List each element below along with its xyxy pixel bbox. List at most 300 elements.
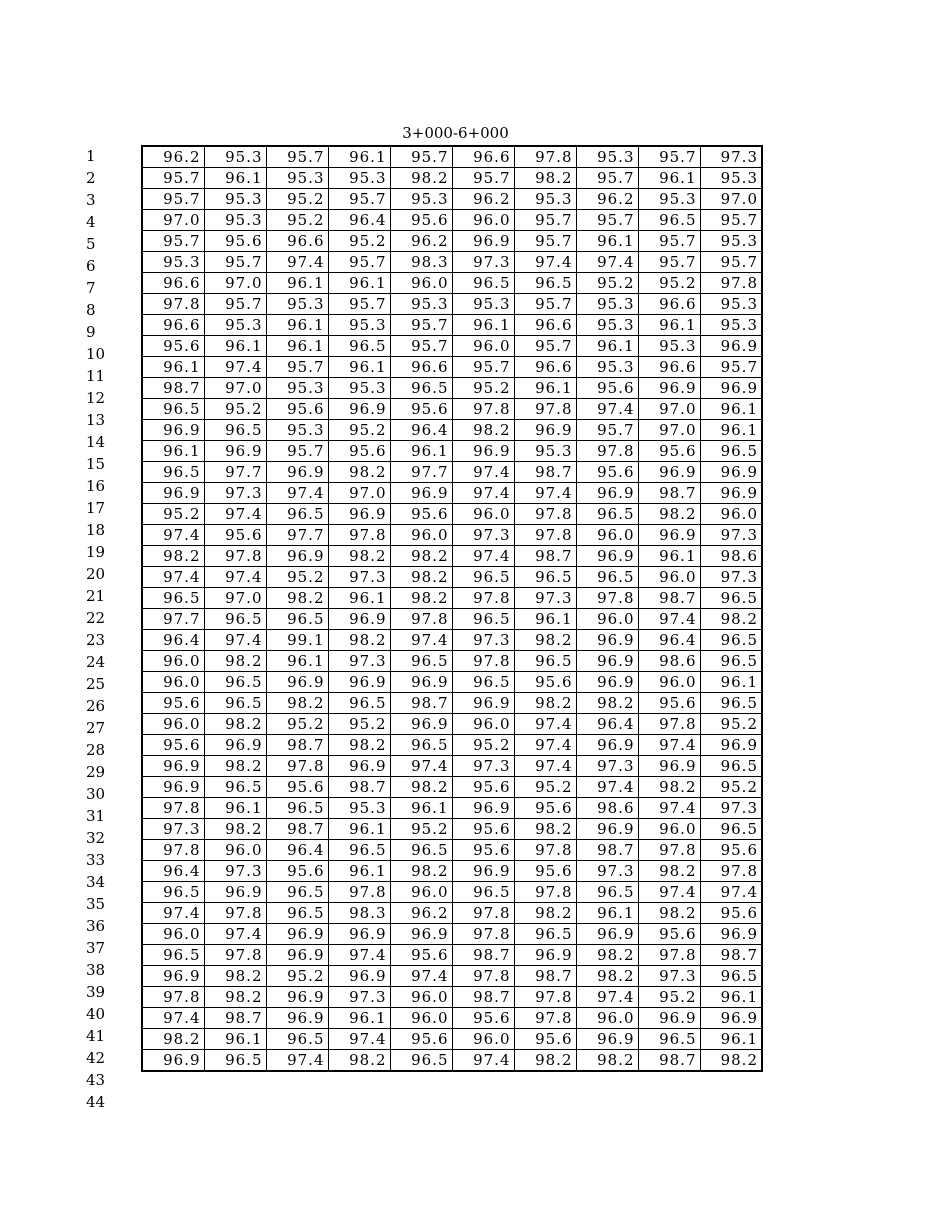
table-cell: 95.3 <box>328 168 390 189</box>
table-cell: 97.4 <box>142 525 204 546</box>
table-cell: 95.3 <box>390 189 452 210</box>
table-cell: 97.4 <box>452 546 514 567</box>
table-cell: 97.4 <box>328 945 390 966</box>
table-cell: 95.7 <box>514 210 576 231</box>
table-cell: 95.2 <box>266 567 328 588</box>
table-cell: 95.6 <box>142 336 204 357</box>
table-cell: 98.3 <box>328 903 390 924</box>
table-cell: 95.7 <box>638 146 700 168</box>
table-cell: 96.9 <box>576 630 638 651</box>
table-cell: 96.5 <box>266 903 328 924</box>
table-cell: 95.6 <box>266 861 328 882</box>
table-cell: 97.8 <box>142 294 204 315</box>
table-cell: 95.6 <box>638 693 700 714</box>
table-cell: 96.5 <box>142 945 204 966</box>
table-cell: 96.1 <box>700 420 762 441</box>
table-cell: 97.8 <box>514 987 576 1008</box>
table-cell: 97.8 <box>452 588 514 609</box>
row-number: 27 <box>86 719 106 737</box>
table-cell: 98.7 <box>266 735 328 756</box>
table-cell: 95.6 <box>576 462 638 483</box>
table-cell: 96.9 <box>576 483 638 504</box>
table-row <box>142 189 762 210</box>
table-cell: 98.2 <box>638 777 700 798</box>
table-row <box>142 756 762 777</box>
table-cell: 96.5 <box>142 882 204 903</box>
table-cell: 98.2 <box>514 168 576 189</box>
table-cell: 97.3 <box>452 630 514 651</box>
table-cell: 97.8 <box>266 756 328 777</box>
row-number: 34 <box>86 873 106 891</box>
table-cell: 96.4 <box>266 840 328 861</box>
table-cell: 96.5 <box>328 336 390 357</box>
table-cell: 96.5 <box>576 504 638 525</box>
table-row <box>142 1008 762 1029</box>
table-row <box>142 693 762 714</box>
table-cell: 96.9 <box>700 462 762 483</box>
table-cell: 95.3 <box>638 336 700 357</box>
table-cell: 98.7 <box>266 819 328 840</box>
table-cell: 96.1 <box>328 588 390 609</box>
table-cell: 98.2 <box>142 1029 204 1050</box>
table-row <box>142 252 762 273</box>
table-cell: 95.6 <box>328 441 390 462</box>
row-number: 14 <box>86 433 106 451</box>
table-cell: 97.3 <box>204 861 266 882</box>
table-cell: 97.8 <box>142 840 204 861</box>
table-cell: 96.9 <box>700 1008 762 1029</box>
table-row <box>142 966 762 987</box>
table-cell: 97.4 <box>514 735 576 756</box>
table-cell: 96.9 <box>576 546 638 567</box>
table-cell: 96.5 <box>514 273 576 294</box>
table-cell: 96.1 <box>576 336 638 357</box>
table-cell: 97.0 <box>700 189 762 210</box>
table-cell: 95.2 <box>638 987 700 1008</box>
table-cell: 97.3 <box>700 525 762 546</box>
table-cell: 96.6 <box>390 357 452 378</box>
table-cell: 96.1 <box>638 168 700 189</box>
table-cell: 97.0 <box>142 210 204 231</box>
row-number: 42 <box>86 1049 106 1067</box>
table-cell: 97.8 <box>142 987 204 1008</box>
row-number: 39 <box>86 983 106 1001</box>
table-cell: 96.9 <box>700 336 762 357</box>
table-cell: 95.2 <box>142 504 204 525</box>
table-cell: 97.0 <box>328 483 390 504</box>
table-cell: 96.9 <box>142 420 204 441</box>
table-cell: 97.3 <box>576 756 638 777</box>
table-cell: 96.9 <box>266 546 328 567</box>
table-row <box>142 462 762 483</box>
table-cell: 97.4 <box>204 567 266 588</box>
table-cell: 96.6 <box>266 231 328 252</box>
table-cell: 95.6 <box>204 525 266 546</box>
table-cell: 95.7 <box>700 210 762 231</box>
table-cell: 95.6 <box>390 945 452 966</box>
table-cell: 98.2 <box>452 420 514 441</box>
table-cell: 97.4 <box>700 882 762 903</box>
table-cell: 95.2 <box>452 378 514 399</box>
table-cell: 96.9 <box>266 924 328 945</box>
table-cell: 97.7 <box>204 462 266 483</box>
table-row <box>142 504 762 525</box>
table-cell: 96.9 <box>142 1050 204 1072</box>
table-cell: 96.9 <box>204 735 266 756</box>
table-row <box>142 357 762 378</box>
table-cell: 96.1 <box>328 273 390 294</box>
table-cell: 97.7 <box>142 609 204 630</box>
table-cell: 96.6 <box>142 315 204 336</box>
table-cell: 97.4 <box>638 798 700 819</box>
table-cell: 96.9 <box>266 987 328 1008</box>
table-cell: 98.2 <box>328 735 390 756</box>
row-number: 20 <box>86 565 106 583</box>
table-cell: 96.5 <box>266 1029 328 1050</box>
table-cell: 97.8 <box>452 903 514 924</box>
table-cell: 95.7 <box>576 210 638 231</box>
table-cell: 97.7 <box>390 462 452 483</box>
row-number: 31 <box>86 807 106 825</box>
table-cell: 96.2 <box>390 903 452 924</box>
table-cell: 96.0 <box>638 567 700 588</box>
table-cell: 96.0 <box>142 924 204 945</box>
table-cell: 96.6 <box>514 315 576 336</box>
table-cell: 97.4 <box>266 1050 328 1072</box>
table-cell: 97.3 <box>700 146 762 168</box>
table-cell: 96.9 <box>700 924 762 945</box>
table-cell: 96.5 <box>452 567 514 588</box>
table-cell: 96.9 <box>700 378 762 399</box>
table-cell: 95.7 <box>142 231 204 252</box>
table-cell: 96.5 <box>390 651 452 672</box>
table-cell: 96.5 <box>700 819 762 840</box>
table-cell: 97.8 <box>638 945 700 966</box>
table-cell: 96.5 <box>204 693 266 714</box>
row-number: 37 <box>86 939 106 957</box>
table-cell: 95.2 <box>390 819 452 840</box>
row-number: 36 <box>86 917 106 935</box>
table-cell: 96.1 <box>390 798 452 819</box>
table-cell: 96.1 <box>266 336 328 357</box>
table-cell: 95.7 <box>142 168 204 189</box>
table-cell: 96.4 <box>142 630 204 651</box>
table-cell: 95.7 <box>452 357 514 378</box>
table-cell: 97.3 <box>328 987 390 1008</box>
table-cell: 98.7 <box>514 546 576 567</box>
table-row <box>142 336 762 357</box>
table-cell: 96.9 <box>452 798 514 819</box>
table-cell: 96.0 <box>452 1029 514 1050</box>
table-cell: 98.2 <box>514 630 576 651</box>
row-number: 3 <box>86 191 96 209</box>
table-cell: 98.2 <box>328 630 390 651</box>
table-cell: 98.2 <box>638 903 700 924</box>
table-cell: 98.2 <box>514 819 576 840</box>
row-number: 29 <box>86 763 106 781</box>
row-number: 44 <box>86 1093 106 1111</box>
table-cell: 98.7 <box>638 483 700 504</box>
table-cell: 97.0 <box>204 273 266 294</box>
table-cell: 96.9 <box>514 420 576 441</box>
table-cell: 97.0 <box>204 378 266 399</box>
row-number: 8 <box>86 301 96 319</box>
table-cell: 96.5 <box>390 1050 452 1072</box>
table-cell: 96.0 <box>452 714 514 735</box>
table-cell: 97.3 <box>204 483 266 504</box>
table-cell: 95.6 <box>390 399 452 420</box>
table-cell: 96.1 <box>700 399 762 420</box>
table-row <box>142 987 762 1008</box>
table-cell: 97.8 <box>328 525 390 546</box>
table-cell: 96.1 <box>266 315 328 336</box>
table-cell: 95.7 <box>638 252 700 273</box>
table-cell: 96.9 <box>638 378 700 399</box>
table-cell: 95.3 <box>576 146 638 168</box>
table-cell: 95.3 <box>576 315 638 336</box>
table-cell: 96.6 <box>638 357 700 378</box>
table-cell: 96.0 <box>390 273 452 294</box>
table-cell: 96.9 <box>638 756 700 777</box>
table-cell: 95.6 <box>638 441 700 462</box>
row-number: 4 <box>86 213 96 231</box>
table-cell: 97.4 <box>514 756 576 777</box>
table-cell: 95.7 <box>266 441 328 462</box>
table-row <box>142 672 762 693</box>
table-cell: 98.2 <box>204 756 266 777</box>
table-cell: 97.3 <box>700 798 762 819</box>
row-number: 7 <box>86 279 96 297</box>
row-number: 21 <box>86 587 106 605</box>
table-cell: 96.9 <box>576 924 638 945</box>
table-cell: 97.7 <box>266 525 328 546</box>
table-cell: 97.3 <box>328 567 390 588</box>
table-row <box>142 231 762 252</box>
table-cell: 97.3 <box>452 756 514 777</box>
table-cell: 97.8 <box>514 399 576 420</box>
table-cell: 98.2 <box>390 861 452 882</box>
table-cell: 95.3 <box>700 168 762 189</box>
table-cell: 98.2 <box>266 693 328 714</box>
table-cell: 95.7 <box>390 146 452 168</box>
table-cell: 97.8 <box>700 273 762 294</box>
table-cell: 95.3 <box>576 294 638 315</box>
table-cell: 98.2 <box>328 462 390 483</box>
table-cell: 96.9 <box>638 1008 700 1029</box>
table-cell: 95.6 <box>452 777 514 798</box>
table-cell: 96.0 <box>452 504 514 525</box>
table-cell: 95.3 <box>514 441 576 462</box>
table-cell: 96.1 <box>328 146 390 168</box>
table-cell: 95.3 <box>142 252 204 273</box>
table-cell: 95.7 <box>142 189 204 210</box>
table-cell: 97.3 <box>576 861 638 882</box>
table-cell: 95.7 <box>700 357 762 378</box>
table-cell: 96.5 <box>204 609 266 630</box>
table-cell: 99.1 <box>266 630 328 651</box>
table-cell: 98.7 <box>452 945 514 966</box>
table-cell: 95.3 <box>700 231 762 252</box>
table-cell: 95.6 <box>514 861 576 882</box>
table-cell: 96.9 <box>328 609 390 630</box>
table-cell: 97.4 <box>204 504 266 525</box>
table-cell: 96.5 <box>700 651 762 672</box>
table-cell: 95.6 <box>142 735 204 756</box>
table-cell: 96.9 <box>204 882 266 903</box>
table-cell: 97.4 <box>142 1008 204 1029</box>
table-cell: 96.4 <box>390 420 452 441</box>
table-cell: 95.7 <box>452 168 514 189</box>
table-cell: 95.7 <box>514 294 576 315</box>
table-cell: 95.2 <box>328 231 390 252</box>
table-row <box>142 735 762 756</box>
table-cell: 96.5 <box>576 567 638 588</box>
table-row <box>142 546 762 567</box>
table-cell: 97.4 <box>514 483 576 504</box>
table-cell: 97.4 <box>452 483 514 504</box>
table-row <box>142 294 762 315</box>
table-cell: 98.2 <box>390 567 452 588</box>
table-row <box>142 903 762 924</box>
table-cell: 98.2 <box>576 945 638 966</box>
table-cell: 96.5 <box>204 1050 266 1072</box>
table-cell: 97.4 <box>638 609 700 630</box>
table-cell: 96.4 <box>328 210 390 231</box>
table-cell: 96.6 <box>452 146 514 168</box>
table-cell: 97.4 <box>390 756 452 777</box>
table-cell: 95.3 <box>266 294 328 315</box>
table-row <box>142 777 762 798</box>
table-cell: 96.5 <box>204 672 266 693</box>
table-cell: 97.4 <box>576 252 638 273</box>
table-cell: 97.4 <box>576 777 638 798</box>
table-cell: 96.0 <box>452 336 514 357</box>
table-cell: 96.5 <box>700 588 762 609</box>
table-cell: 98.7 <box>452 987 514 1008</box>
table-cell: 97.8 <box>638 714 700 735</box>
table-cell: 95.3 <box>204 189 266 210</box>
table-cell: 98.7 <box>390 693 452 714</box>
table-cell: 96.9 <box>390 714 452 735</box>
table-cell: 95.7 <box>700 252 762 273</box>
table-cell: 95.3 <box>514 189 576 210</box>
row-number: 17 <box>86 499 106 517</box>
table-cell: 96.4 <box>638 630 700 651</box>
table-cell: 98.7 <box>514 462 576 483</box>
table-cell: 98.2 <box>390 168 452 189</box>
table-cell: 97.4 <box>142 567 204 588</box>
table-cell: 96.9 <box>390 924 452 945</box>
table-cell: 98.2 <box>204 819 266 840</box>
table-cell: 96.5 <box>514 924 576 945</box>
table-cell: 96.5 <box>266 504 328 525</box>
table-cell: 96.9 <box>576 735 638 756</box>
table-cell: 98.2 <box>204 966 266 987</box>
table-cell: 95.6 <box>700 840 762 861</box>
table-cell: 95.7 <box>328 189 390 210</box>
table-cell: 97.8 <box>452 399 514 420</box>
table-cell: 96.9 <box>390 483 452 504</box>
table-cell: 97.4 <box>576 399 638 420</box>
table-cell: 96.5 <box>700 441 762 462</box>
table-cell: 97.4 <box>266 483 328 504</box>
table-cell: 97.3 <box>452 525 514 546</box>
table-cell: 98.2 <box>700 609 762 630</box>
table-cell: 95.2 <box>700 714 762 735</box>
table-cell: 96.0 <box>638 819 700 840</box>
table-cell: 97.4 <box>514 252 576 273</box>
table-cell: 95.2 <box>576 273 638 294</box>
row-number: 23 <box>86 631 106 649</box>
table-cell: 97.0 <box>204 588 266 609</box>
table-cell: 96.9 <box>452 693 514 714</box>
row-number-column <box>86 145 105 1113</box>
row-number: 38 <box>86 961 106 979</box>
table-cell: 98.6 <box>700 546 762 567</box>
table-cell: 95.7 <box>390 336 452 357</box>
table-cell: 97.4 <box>576 987 638 1008</box>
table-cell: 96.0 <box>142 714 204 735</box>
table-cell: 98.2 <box>700 1050 762 1072</box>
table-cell: 96.5 <box>266 882 328 903</box>
row-number: 32 <box>86 829 106 847</box>
row-number: 1 <box>86 147 96 165</box>
table-cell: 98.7 <box>328 777 390 798</box>
table-cell: 98.2 <box>514 903 576 924</box>
table-cell: 96.5 <box>452 672 514 693</box>
table-cell: 96.9 <box>142 966 204 987</box>
table-cell: 96.2 <box>576 189 638 210</box>
table-cell: 96.9 <box>266 945 328 966</box>
row-number: 22 <box>86 609 106 627</box>
table-cell: 96.4 <box>142 861 204 882</box>
row-number: 25 <box>86 675 106 693</box>
table-cell: 95.2 <box>638 273 700 294</box>
table-row <box>142 399 762 420</box>
table-cell: 97.8 <box>328 882 390 903</box>
table-row <box>142 630 762 651</box>
table-cell: 96.1 <box>204 336 266 357</box>
table-cell: 95.6 <box>390 210 452 231</box>
table-cell: 96.1 <box>266 273 328 294</box>
table-cell: 98.2 <box>638 504 700 525</box>
table-cell: 96.5 <box>514 567 576 588</box>
table-cell: 96.1 <box>328 1008 390 1029</box>
table-cell: 97.4 <box>638 735 700 756</box>
table-cell: 98.2 <box>638 861 700 882</box>
table-cell: 96.0 <box>390 987 452 1008</box>
table-cell: 96.1 <box>204 798 266 819</box>
table-row <box>142 1029 762 1050</box>
table-cell: 98.7 <box>514 966 576 987</box>
table-row <box>142 315 762 336</box>
table-cell: 98.2 <box>204 714 266 735</box>
table-cell: 95.2 <box>514 777 576 798</box>
table-cell: 96.9 <box>576 651 638 672</box>
table-cell: 96.0 <box>390 882 452 903</box>
table-cell: 96.6 <box>514 357 576 378</box>
table-cell: 96.5 <box>514 651 576 672</box>
table-cell: 97.3 <box>452 252 514 273</box>
table-cell: 96.1 <box>638 315 700 336</box>
row-number: 41 <box>86 1027 106 1045</box>
row-number: 2 <box>86 169 96 187</box>
table-cell: 95.6 <box>390 504 452 525</box>
table-cell: 96.1 <box>266 651 328 672</box>
table-cell: 98.2 <box>328 1050 390 1072</box>
table-cell: 96.0 <box>142 651 204 672</box>
table-cell: 97.4 <box>142 903 204 924</box>
